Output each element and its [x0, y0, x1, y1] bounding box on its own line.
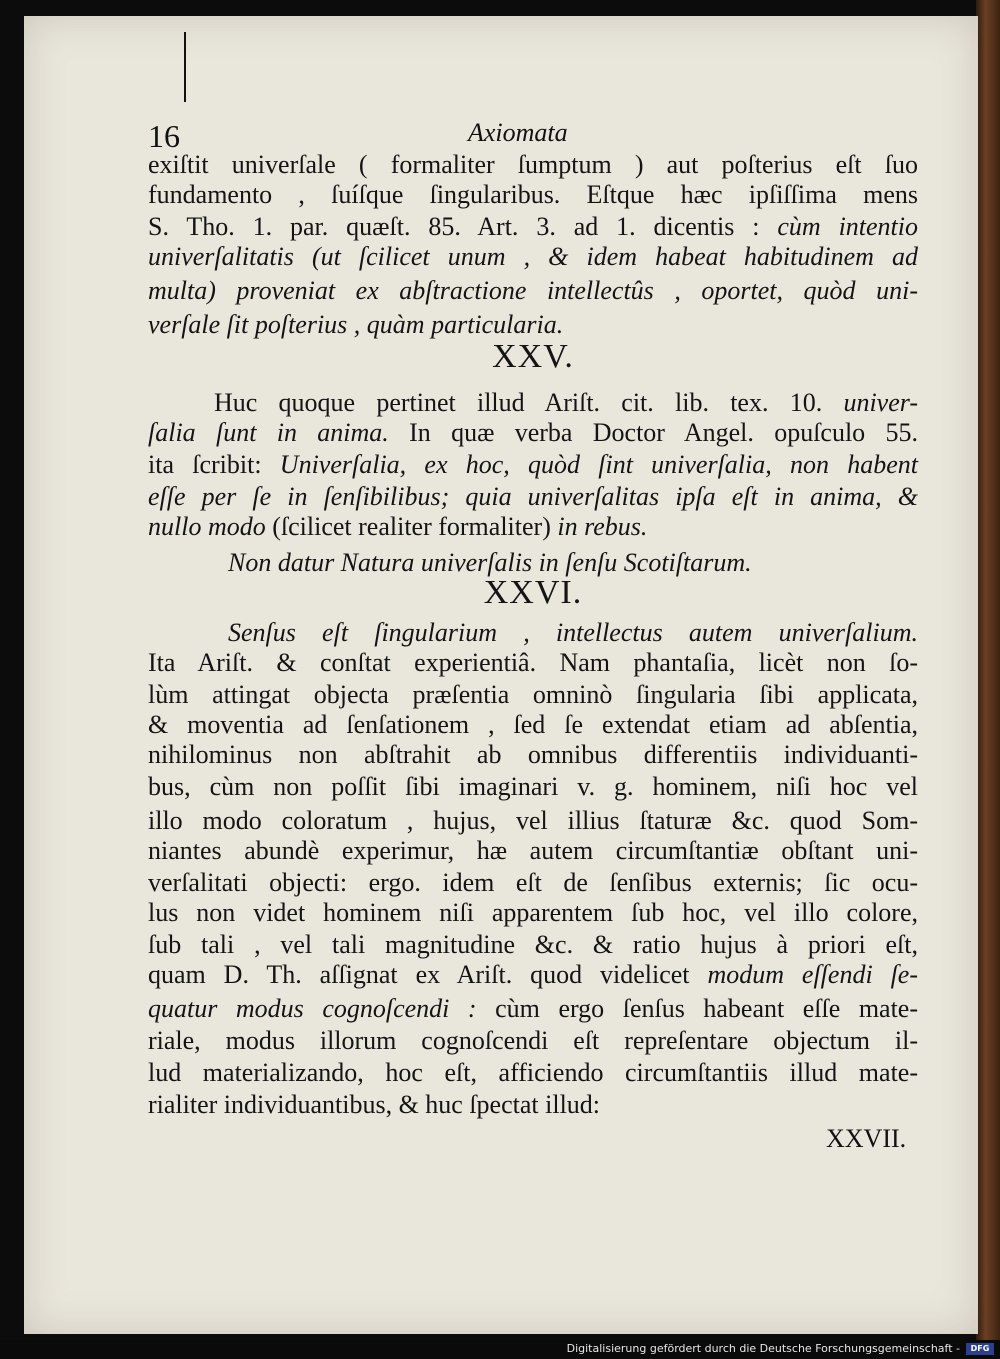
text-line-7	[214, 388, 918, 418]
text-segment: cùm ergo ſenſus habeant eſſe mate-	[495, 994, 919, 1023]
text-segment-italic: cùm intentio	[777, 212, 919, 241]
catchword: XXVII.	[826, 1124, 907, 1153]
text-segment-italic: modum eſſendi ſe-	[707, 960, 919, 989]
text-line-10: eſſe per ſe in ſenſibilibus; quia univerſalitas ipſa eſt in anima, &	[148, 482, 918, 511]
text-segment-italic: in rebus.	[557, 512, 648, 541]
text-line-23: ſub tali , vel tali magnitudine &c. & ratio hujus à priori eſt,	[148, 930, 918, 959]
text-line-21: verſalitati objecti: ergo. idem eſt de ſenſibus externis; ſic ocu-	[148, 868, 918, 897]
text-line-13: Senſus eſt ſingularium , intellectus autem univerſalium.	[228, 618, 918, 647]
text-segment-italic: Univerſalia, ex hoc, quòd ſint univerſalia, non habent	[279, 450, 918, 479]
text-line-9	[148, 450, 918, 480]
text-segment: (ſcilicet realiter formaliter)	[272, 512, 551, 541]
text-segment-italic: univer-	[843, 388, 919, 417]
text-line-17: nihilominus non abſtrahit ab omnibus differentiis individuanti-	[148, 740, 918, 769]
text-segment-italic: nullo modo	[148, 512, 266, 541]
text-segment-italic: quatur modus cognoſcendi :	[148, 994, 477, 1023]
text-segment: S. Tho. 1. par. quæſt. 85. Art. 3. ad 1. dicentis :	[148, 212, 760, 241]
text-line-24	[148, 960, 918, 990]
funding-notice: Digitalisierung gefördert durch die Deutsche Forschungsgemeinschaft -	[566, 1342, 960, 1355]
text-line-19: illo modo coloratum , hujus, vel illius ſtaturæ &c. quod Som-	[148, 806, 918, 835]
text-line-4: univerſalitatis (ut ſcilicet unum , & idem habeat habitudinem ad	[148, 242, 918, 271]
running-head: Axiomata	[468, 118, 568, 147]
text-segment: quam D. Th. aſſignat ex Ariſt. quod videlicet	[148, 960, 690, 989]
ink-stroke	[184, 32, 186, 102]
text-line-28: rialiter individuantibus, & huc ſpectat illud:	[148, 1090, 601, 1119]
footer-bar	[0, 1340, 1000, 1359]
text-segment: In quæ verba Doctor Angel. opuſculo 55.	[409, 418, 918, 447]
text-segment: Huc quoque pertinet illud Ariſt. cit. lib. tex. 10.	[214, 388, 823, 417]
text-segment-italic: ſalia ſunt in anima.	[148, 418, 389, 447]
text-line-2: fundamento , ſuíſque ſingularibus. Eſtque hæc ipſiſſima mens	[148, 180, 918, 209]
text-line-18: bus, cùm non poſſit ſibi imaginari v. g. hominem, niſi hoc vel	[148, 772, 918, 801]
text-line-27: lud materializando, hoc eſt, afficiendo circumſtantiis illud mate-	[148, 1058, 918, 1087]
text-line-25	[148, 994, 918, 1024]
text-line-3	[148, 212, 918, 242]
section-heading-25: XXV.	[492, 338, 574, 375]
text-line-8	[148, 418, 918, 448]
text-line-5: multa) proveniat ex abſtractione intellectûs , oportet, quòd uni-	[148, 276, 918, 305]
text-segment: ita ſcribit:	[148, 450, 262, 479]
text-line-12: Non datur Natura univerſalis in ſenſu Scotiſtarum.	[228, 548, 752, 577]
dfg-logo: DFG	[966, 1343, 994, 1355]
text-line-26: riale, modus illorum cognoſcendi eſt repreſentare objectum il-	[148, 1026, 918, 1055]
section-heading-26: XXVI.	[483, 574, 583, 611]
text-line-14: Ita Ariſt. & conſtat experientiâ. Nam phantaſia, licèt non ſo-	[148, 648, 918, 677]
text-line-11	[148, 512, 918, 542]
text-line-16: & moventia ad ſenſationem , ſed ſe extendat etiam ad abſentia,	[148, 710, 918, 739]
text-line-6: verſale ſit poſterius , quàm particularia.	[148, 310, 564, 339]
text-line-15: lùm attingat objecta præſentia omninò ſingularia ſibi applicata,	[148, 680, 918, 709]
text-line-22: lus non videt hominem niſi apparentem ſub hoc, vel illo colore,	[148, 898, 918, 927]
text-line-20: niantes abundè experimur, hæ autem circumſtantiæ obſtant uni-	[148, 836, 918, 865]
book-spine-edge	[976, 0, 1000, 1340]
page-number: 16	[148, 118, 180, 154]
text-line-1: exiſtit univerſale ( formaliter ſumptum ) aut poſterius eſt ſuo	[148, 150, 918, 179]
